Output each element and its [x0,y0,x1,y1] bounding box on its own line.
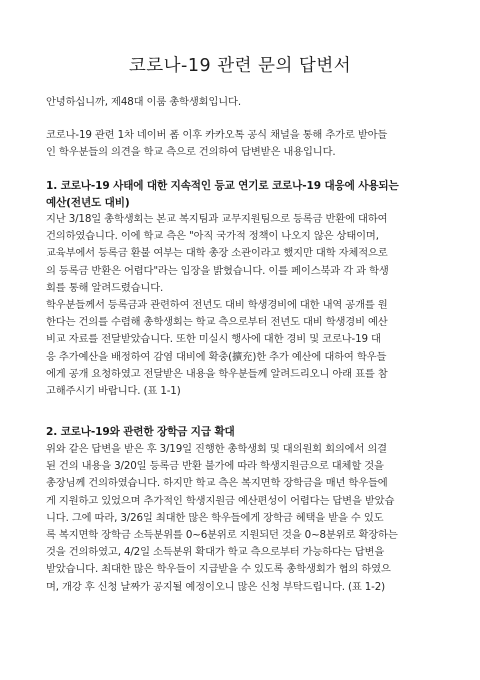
section1-body-line: 비교 자료를 전달받았습니다. 또한 미실시 행사에 대한 경비 및 코로나-19 대 [46,333,381,346]
section1-body-line: 에게 공개 요청하였고 전달받은 내용을 학우분들께 알려드리오니 아래 표를 참 [46,367,388,380]
section1-heading [46,178,438,212]
section1-body-line: 지난 3/18일 총학생회는 본교 복지팀과 교무지원팀으로 등록금 반환에 대하여 [46,213,388,225]
section2-body-line: 위와 같은 답변을 받은 후 3/19일 진행한 총학생회 및 대의원회 회의에서 의결 [46,443,387,455]
greeting-line: 안녕하십니까, 제48대 이룸 총학생회입니다. [46,96,241,108]
section2-body-line: 게 지원하고 있었으며 추가적인 학생지원금 예산편성이 어렵다는 답변을 받았습 [46,494,395,507]
greeting-paragraph [46,94,438,111]
section2-body-line: 총장님께 건의하였습니다. 하지만 학교 측은 복지면학 장학금을 매년 학우들에 [46,477,388,490]
section1-body-line: 고해주시기 바랍니다. (표 1-1) [46,385,181,398]
section2-body-line: 며, 개강 후 신청 날짜가 공지될 예정이오니 많은 신청 부탁드립니다. (표 1-2) [46,580,386,593]
section2-heading [46,424,438,441]
section1-body-line: 건의하였습니다. 이에 학교 측은 "아직 국가적 정책이 나오지 않은 상태이며, [46,230,379,243]
section1-body-line: 응 추가예산을 배정하여 감염 대비에 확충(擴充)한 추가 예산에 대하여 학우들 [46,350,387,363]
section1-body-line: 의 등록금 반환은 어렵다"라는 입장을 밝혔습니다. 이를 페이스북과 각 과 학생 [46,264,389,277]
section2-body-line: 받았습니다. 최대한 많은 학우들이 지급받을 수 있도록 총학생회가 협의 하였으 [46,563,391,576]
intro-line: 인 학우분들의 의견을 학교 측으로 건의하여 답변받은 내용입니다. [46,146,336,159]
section2-body-line: 록 복지면학 장학금 소득분위를 0~6분위로 지원되던 것을 0~8분위로 확장하는 [46,529,398,542]
section1-body-line: 한다는 건의를 수렴해 총학생회는 학교 측으로부터 전년도 대비 학생경비 예산 [46,316,388,329]
section2-body-line: 니다. 그에 따라, 3/26일 최대한 많은 학우들에게 장학금 혜택을 받을 수 있도 [46,511,384,524]
intro-paragraph [46,127,438,161]
section2-body-line: 것을 건의하였고, 4/2일 소득분위 확대가 학교 측으로부터 가능하다는 답변을 [46,546,385,559]
section1-heading-line: 1. 코로나-19 사태에 대한 지속적인 등교 연기로 코로나-19 대응에 사용되는 [46,180,399,192]
section2-body [46,441,438,596]
section2-heading-line: 2. 코로나-19와 관련한 장학금 지급 확대 [46,426,235,438]
section1-body-line: 회를 통해 알려드렸습니다. [46,281,164,294]
section1-body-line: 학우분들께서 등록금과 관련하여 전년도 대비 학생경비에 대한 내역 공개를 원 [46,299,388,312]
section1-body-line: 교육부에서 등록금 환불 여부는 대학 총장 소관이라고 했지만 대학 자체적으로 [46,247,388,260]
intro-line: 코로나-19 관련 1차 네이버 폼 이후 카카오톡 공식 채널을 통해 추가로 받아들 [46,129,388,141]
section2-body-line: 된 건의 내용을 3/20일 등록금 반환 불가에 따라 학생지원금으로 대체할 것을 [46,460,384,473]
document-title: 코로나-19 관련 문의 답변서 [128,56,352,76]
section1-body [46,211,438,400]
section1-heading-line: 예산(전년도 대비) [46,197,130,209]
